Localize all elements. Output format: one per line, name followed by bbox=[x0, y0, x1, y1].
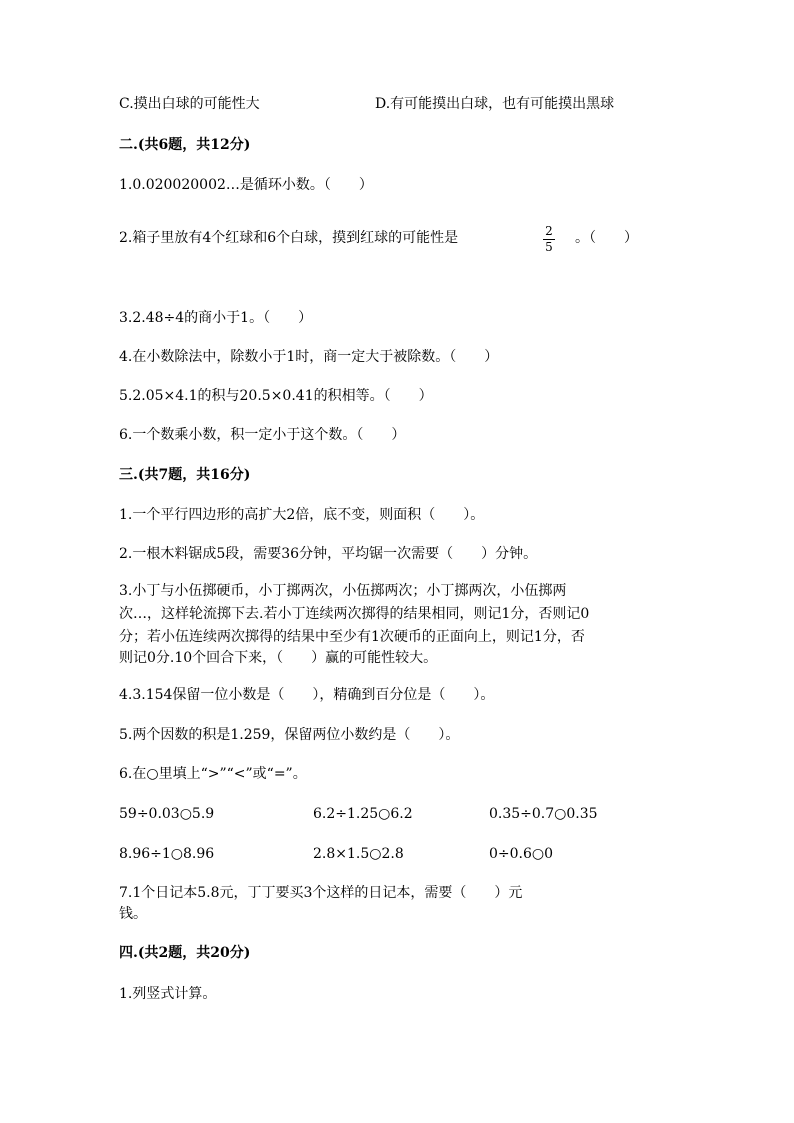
s2-question-3: 3.2.48÷4的商小于1。（ ） bbox=[119, 310, 313, 326]
s3-question-4: 4.3.154保留一位小数是（ ），精确到百分位是（ ）。 bbox=[119, 687, 495, 703]
s3-question-6: 6.在○里填上“>”“<”或“=”。 bbox=[119, 766, 307, 782]
s4-question-1: 1.列竖式计算。 bbox=[119, 986, 217, 1002]
s3-question-3-line-1: 3.小丁与小伍掷硬币，小丁掷两次，小伍掷两次；小丁掷两次，小伍掷两 bbox=[119, 583, 567, 599]
s2-question-5: 5.2.05×4.1的积与20.5×0.41的积相等。（ ） bbox=[119, 388, 433, 404]
s3-question-7-line-1: 7.1个日记本5.8元，丁丁要买3个这样的日记本，需要（ ）元 bbox=[119, 885, 523, 901]
s3-q6-item: 2.8×1.5○2.8 bbox=[313, 846, 404, 862]
s3-question-3-line-2: 次…，这样轮流掷下去.若小丁连续两次掷得的结果相同，则记1分，否则记0 bbox=[119, 606, 590, 622]
s3-question-7-line-2: 钱。 bbox=[119, 906, 147, 922]
s3-question-1: 1.一个平行四边形的高扩大2倍，底不变，则面积（ ）。 bbox=[119, 507, 485, 523]
s2-q2-fraction bbox=[541, 225, 557, 254]
s2-question-1: 1.0.020020002…是循环小数。（ ） bbox=[119, 177, 373, 193]
s3-q6-item: 6.2÷1.25○6.2 bbox=[313, 806, 413, 822]
s2-question-2: 2.箱子里放有4个红球和6个白球，摸到红球的可能性是 bbox=[119, 230, 459, 246]
section-4-title: 四.(共2题，共20分) bbox=[119, 945, 251, 961]
section-2-title: 二.(共6题，共12分) bbox=[119, 137, 251, 153]
s3-q6-item: 59÷0.03○5.9 bbox=[119, 806, 215, 822]
s3-question-3-line-4: 则记0分.10个回合下来，（ ）赢的可能性较大。 bbox=[119, 650, 438, 666]
section-3-title: 三.(共7题，共16分) bbox=[119, 467, 251, 483]
s2-question-6: 6.一个数乘小数，积一定小于这个数。（ ） bbox=[119, 427, 406, 443]
s3-q6-item: 0÷0.6○0 bbox=[489, 846, 554, 862]
s3-question-3-line-3: 分；若小伍连续两次掷得的结果中至少有1次硬币的正面向上，则记1分，否 bbox=[119, 629, 585, 645]
s2-question-2-tail: 。（ ） bbox=[575, 230, 638, 246]
fraction-numerator: 2 bbox=[545, 224, 553, 238]
s3-q6-item: 0.35÷0.7○0.35 bbox=[489, 806, 598, 822]
s3-q6-item: 8.96÷1○8.96 bbox=[119, 846, 215, 862]
s3-question-5: 5.两个因数的积是1.259，保留两位小数约是（ ）。 bbox=[119, 727, 460, 743]
option-d: D.有可能摸出白球，也有可能摸出黑球 bbox=[375, 96, 615, 112]
s2-question-4: 4.在小数除法中，除数小于1时，商一定大于被除数。（ ） bbox=[119, 349, 499, 365]
s3-question-2: 2.一根木料锯成5段，需要36分钟，平均锯一次需要（ ）分钟。 bbox=[119, 546, 538, 562]
option-c: C.摸出白球的可能性大 bbox=[119, 96, 260, 112]
fraction-denominator: 5 bbox=[545, 240, 553, 254]
